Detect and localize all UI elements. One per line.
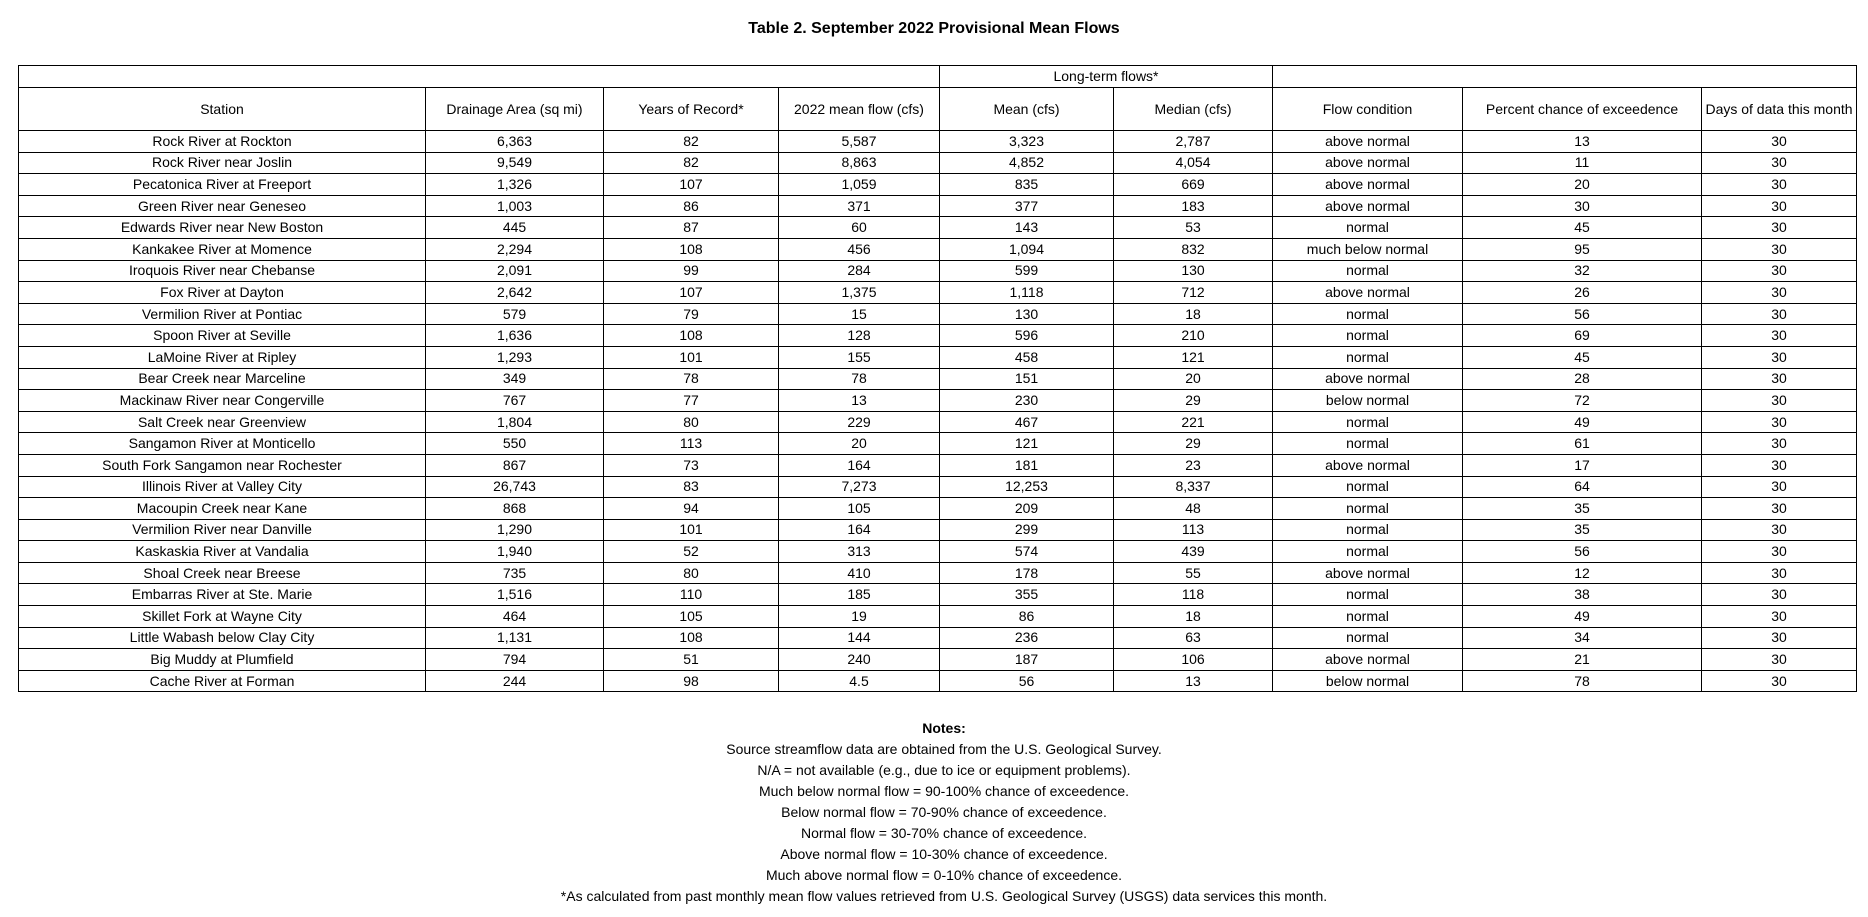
table-cell: 313 <box>779 541 940 563</box>
table-cell: 61 <box>1463 433 1702 455</box>
table-cell: 210 <box>1114 325 1273 347</box>
table-cell: 596 <box>940 325 1114 347</box>
table-cell: 30 <box>1702 606 1857 628</box>
table-row <box>19 282 1857 304</box>
table-row <box>19 411 1857 433</box>
table-row <box>19 238 1857 260</box>
table-row <box>19 498 1857 520</box>
table-cell: Pecatonica River at Freeport <box>19 174 426 196</box>
table-cell: 130 <box>940 303 1114 325</box>
table-cell: 15 <box>779 303 940 325</box>
table-cell: 13 <box>1463 131 1702 153</box>
table-cell: 579 <box>426 303 604 325</box>
table-cell: 1,326 <box>426 174 604 196</box>
table-cell: 155 <box>779 346 940 368</box>
table-cell: Green River near Geneseo <box>19 195 426 217</box>
table-cell: 349 <box>426 368 604 390</box>
note-line: Much above normal flow = 0-10% chance of exceedence. <box>765 867 1123 883</box>
note-line: *As calculated from past monthly mean flow values retrieved from U.S. Geological Survey (USGS) data services this month. <box>560 888 1328 904</box>
table-cell: 30 <box>1702 454 1857 476</box>
table-cell: 164 <box>779 519 940 541</box>
table-cell: 30 <box>1702 498 1857 520</box>
notes-heading: Notes: <box>922 720 966 736</box>
table-cell: 8,863 <box>779 152 940 174</box>
table-cell: 118 <box>1114 584 1273 606</box>
table-cell: 30 <box>1702 282 1857 304</box>
table-cell: 794 <box>426 649 604 671</box>
table-cell: normal <box>1273 627 1463 649</box>
table-cell: 151 <box>940 368 1114 390</box>
table-row <box>19 562 1857 584</box>
flows-table <box>18 65 1857 692</box>
table-cell: 767 <box>426 390 604 412</box>
table-cell: Mackinaw River near Congerville <box>19 390 426 412</box>
table-cell: 105 <box>779 498 940 520</box>
table-cell: 30 <box>1702 131 1857 153</box>
table-cell: 87 <box>604 217 779 239</box>
table-cell: 30 <box>1702 562 1857 584</box>
table-cell: 30 <box>1702 476 1857 498</box>
table-cell: 78 <box>1463 670 1702 692</box>
table-cell: 86 <box>604 195 779 217</box>
table-cell: 29 <box>1114 390 1273 412</box>
table-cell: 229 <box>779 411 940 433</box>
table-cell: 49 <box>1463 411 1702 433</box>
note-line: Source streamflow data are obtained from the U.S. Geological Survey. <box>726 741 1162 757</box>
table-cell: Little Wabash below Clay City <box>19 627 426 649</box>
table-cell: Sangamon River at Monticello <box>19 433 426 455</box>
table-cell: normal <box>1273 584 1463 606</box>
table-row <box>19 519 1857 541</box>
table-cell: 445 <box>426 217 604 239</box>
table-cell: above normal <box>1273 562 1463 584</box>
notes-lines <box>0 739 1868 907</box>
table-cell: 18 <box>1114 606 1273 628</box>
table-cell: Shoal Creek near Breese <box>19 562 426 584</box>
table-cell: Kaskaskia River at Vandalia <box>19 541 426 563</box>
table-cell: 30 <box>1702 670 1857 692</box>
table-cell: 52 <box>604 541 779 563</box>
table-cell: 101 <box>604 346 779 368</box>
table-cell: below normal <box>1273 390 1463 412</box>
table-cell: 209 <box>940 498 1114 520</box>
table-cell: Big Muddy at Plumfield <box>19 649 426 671</box>
table-cell: 21 <box>1463 649 1702 671</box>
table-cell: 32 <box>1463 260 1702 282</box>
table-row <box>19 195 1857 217</box>
table-cell: 130 <box>1114 260 1273 282</box>
table-cell: Skillet Fork at Wayne City <box>19 606 426 628</box>
table-cell: above normal <box>1273 195 1463 217</box>
table-cell: 1,131 <box>426 627 604 649</box>
table-cell: 56 <box>1463 303 1702 325</box>
table-cell: below normal <box>1273 670 1463 692</box>
table-cell: 82 <box>604 152 779 174</box>
table-cell: 1,293 <box>426 346 604 368</box>
note-line: Much below normal flow = 90-100% chance of exceedence. <box>758 783 1130 799</box>
table-cell: Kankakee River at Momence <box>19 238 426 260</box>
column-header: Mean (cfs) <box>940 88 1114 131</box>
table-row <box>19 649 1857 671</box>
table-cell: 867 <box>426 454 604 476</box>
table-cell: Vermilion River at Pontiac <box>19 303 426 325</box>
table-cell: 299 <box>940 519 1114 541</box>
table-cell: 28 <box>1463 368 1702 390</box>
column-header-row <box>19 88 1857 131</box>
table-cell: normal <box>1273 346 1463 368</box>
table-cell: 464 <box>426 606 604 628</box>
table-row <box>19 390 1857 412</box>
table-cell: 86 <box>940 606 1114 628</box>
table-row <box>19 627 1857 649</box>
table-cell: normal <box>1273 606 1463 628</box>
table-cell: 49 <box>1463 606 1702 628</box>
table-cell: 83 <box>604 476 779 498</box>
table-cell: normal <box>1273 498 1463 520</box>
note-line: N/A = not available (e.g., due to ice or equipment problems). <box>757 762 1131 778</box>
table-cell: Macoupin Creek near Kane <box>19 498 426 520</box>
table-cell: 20 <box>779 433 940 455</box>
table-cell: above normal <box>1273 152 1463 174</box>
table-cell: 101 <box>604 519 779 541</box>
table-cell: 735 <box>426 562 604 584</box>
table-cell: 143 <box>940 217 1114 239</box>
table-cell: 35 <box>1463 498 1702 520</box>
table-cell: 13 <box>1114 670 1273 692</box>
table-cell: normal <box>1273 303 1463 325</box>
table-cell: 48 <box>1114 498 1273 520</box>
column-header: Percent chance of exceedence <box>1463 88 1702 131</box>
table-cell: 868 <box>426 498 604 520</box>
table-cell: 95 <box>1463 238 1702 260</box>
column-header: Station <box>19 88 426 131</box>
table-cell: 30 <box>1702 174 1857 196</box>
table-cell: 78 <box>604 368 779 390</box>
table-cell: 1,290 <box>426 519 604 541</box>
table-cell: 1,118 <box>940 282 1114 304</box>
table-cell: 12,253 <box>940 476 1114 498</box>
table-cell: 73 <box>604 454 779 476</box>
table-row <box>19 152 1857 174</box>
table-cell: 26,743 <box>426 476 604 498</box>
table-cell: above normal <box>1273 368 1463 390</box>
table-cell: 30 <box>1702 390 1857 412</box>
table-cell: 19 <box>779 606 940 628</box>
blank-group-cell <box>1273 66 1857 88</box>
table-cell: 30 <box>1702 152 1857 174</box>
table-cell: 30 <box>1702 649 1857 671</box>
table-cell: 1,059 <box>779 174 940 196</box>
table-cell: 835 <box>940 174 1114 196</box>
table-cell: 35 <box>1463 519 1702 541</box>
table-cell: Rock River at Rockton <box>19 131 426 153</box>
table-row <box>19 670 1857 692</box>
table-cell: 187 <box>940 649 1114 671</box>
table-cell: 355 <box>940 584 1114 606</box>
table-cell: 30 <box>1702 368 1857 390</box>
table-cell: above normal <box>1273 174 1463 196</box>
table-cell: 113 <box>1114 519 1273 541</box>
table-cell: 51 <box>604 649 779 671</box>
table-row <box>19 346 1857 368</box>
table-cell: 240 <box>779 649 940 671</box>
table-cell: above normal <box>1273 454 1463 476</box>
table-cell: 2,642 <box>426 282 604 304</box>
table-row <box>19 476 1857 498</box>
table-cell: 599 <box>940 260 1114 282</box>
table-cell: 79 <box>604 303 779 325</box>
table-cell: 4,054 <box>1114 152 1273 174</box>
table-cell: 60 <box>779 217 940 239</box>
table-cell: 110 <box>604 584 779 606</box>
table-cell: 1,094 <box>940 238 1114 260</box>
table-cell: 26 <box>1463 282 1702 304</box>
table-cell: 832 <box>1114 238 1273 260</box>
table-cell: 107 <box>604 174 779 196</box>
table-cell: 377 <box>940 195 1114 217</box>
table-cell: 30 <box>1702 325 1857 347</box>
table-cell: 1,636 <box>426 325 604 347</box>
table-cell: 53 <box>1114 217 1273 239</box>
table-cell: 30 <box>1702 238 1857 260</box>
table-cell: 98 <box>604 670 779 692</box>
table-cell: 30 <box>1702 541 1857 563</box>
table-cell: South Fork Sangamon near Rochester <box>19 454 426 476</box>
table-cell: 121 <box>940 433 1114 455</box>
table-cell: 30 <box>1702 627 1857 649</box>
table-cell: Edwards River near New Boston <box>19 217 426 239</box>
table-cell: 244 <box>426 670 604 692</box>
table-cell: 183 <box>1114 195 1273 217</box>
table-cell: Iroquois River near Chebanse <box>19 260 426 282</box>
table-row <box>19 303 1857 325</box>
table-cell: 63 <box>1114 627 1273 649</box>
table-cell: 1,940 <box>426 541 604 563</box>
table-row <box>19 454 1857 476</box>
table-cell: 178 <box>940 562 1114 584</box>
table-cell: Fox River at Dayton <box>19 282 426 304</box>
note-line: Normal flow = 30-70% chance of exceedence. <box>801 825 1087 841</box>
table-cell: 69 <box>1463 325 1702 347</box>
table-cell: 2,787 <box>1114 131 1273 153</box>
table-cell: 30 <box>1702 303 1857 325</box>
table-cell: 4.5 <box>779 670 940 692</box>
table-row <box>19 131 1857 153</box>
table-cell: 1,375 <box>779 282 940 304</box>
table-row <box>19 606 1857 628</box>
table-cell: 30 <box>1702 519 1857 541</box>
table-cell: 458 <box>940 346 1114 368</box>
table-cell: 13 <box>779 390 940 412</box>
table-cell: 64 <box>1463 476 1702 498</box>
table-cell: 5,587 <box>779 131 940 153</box>
table-cell: above normal <box>1273 282 1463 304</box>
table-cell: Spoon River at Seville <box>19 325 426 347</box>
table-cell: 456 <box>779 238 940 260</box>
table-cell: 9,549 <box>426 152 604 174</box>
column-header: Drainage Area (sq mi) <box>426 88 604 131</box>
table-cell: 56 <box>940 670 1114 692</box>
table-row <box>19 325 1857 347</box>
table-cell: 34 <box>1463 627 1702 649</box>
column-header: Days of data this month <box>1702 88 1857 131</box>
column-header: Flow condition <box>1273 88 1463 131</box>
table-cell: 80 <box>604 562 779 584</box>
table-cell: 30 <box>1702 195 1857 217</box>
table-cell: 72 <box>1463 390 1702 412</box>
column-header: Median (cfs) <box>1114 88 1273 131</box>
table-cell: 30 <box>1463 195 1702 217</box>
table-cell: 669 <box>1114 174 1273 196</box>
table-cell: LaMoine River at Ripley <box>19 346 426 368</box>
table-cell: 80 <box>604 411 779 433</box>
table-cell: normal <box>1273 411 1463 433</box>
table-body <box>19 131 1857 692</box>
table-cell: 17 <box>1463 454 1702 476</box>
table-cell: above normal <box>1273 131 1463 153</box>
table-cell: 107 <box>604 282 779 304</box>
table-cell: 55 <box>1114 562 1273 584</box>
table-cell: 20 <box>1114 368 1273 390</box>
table-cell: 77 <box>604 390 779 412</box>
column-header: Years of Record* <box>604 88 779 131</box>
table-cell: 56 <box>1463 541 1702 563</box>
table-cell: 23 <box>1114 454 1273 476</box>
table-row <box>19 584 1857 606</box>
table-cell: 30 <box>1702 346 1857 368</box>
table-cell: 128 <box>779 325 940 347</box>
table-cell: above normal <box>1273 649 1463 671</box>
table-cell: 30 <box>1702 217 1857 239</box>
table-cell: 82 <box>604 131 779 153</box>
table-row <box>19 174 1857 196</box>
table-cell: 108 <box>604 627 779 649</box>
table-cell: 99 <box>604 260 779 282</box>
table-cell: 108 <box>604 325 779 347</box>
table-cell: 18 <box>1114 303 1273 325</box>
table-cell: 712 <box>1114 282 1273 304</box>
table-cell: normal <box>1273 519 1463 541</box>
table-cell: 439 <box>1114 541 1273 563</box>
column-header: 2022 mean flow (cfs) <box>779 88 940 131</box>
note-line: Below normal flow = 70-90% chance of exceedence. <box>781 804 1107 820</box>
table-cell: 12 <box>1463 562 1702 584</box>
table-row <box>19 433 1857 455</box>
table-cell: 371 <box>779 195 940 217</box>
table-cell: 45 <box>1463 346 1702 368</box>
table-cell: 6,363 <box>426 131 604 153</box>
table-cell: 164 <box>779 454 940 476</box>
table-cell: 1,003 <box>426 195 604 217</box>
table-cell: 29 <box>1114 433 1273 455</box>
table-row <box>19 368 1857 390</box>
note-line: Above normal flow = 10-30% chance of exceedence. <box>780 846 1108 862</box>
table-cell: normal <box>1273 325 1463 347</box>
table-cell: Salt Creek near Greenview <box>19 411 426 433</box>
table-cell: 4,852 <box>940 152 1114 174</box>
table-cell: 94 <box>604 498 779 520</box>
group-header-row <box>19 66 1857 88</box>
table-cell: 230 <box>940 390 1114 412</box>
table-cell: normal <box>1273 541 1463 563</box>
table-cell: 236 <box>940 627 1114 649</box>
table-cell: Rock River near Joslin <box>19 152 426 174</box>
table-cell: 121 <box>1114 346 1273 368</box>
table-cell: 185 <box>779 584 940 606</box>
table-cell: 105 <box>604 606 779 628</box>
table-cell: 1,516 <box>426 584 604 606</box>
table-cell: normal <box>1273 217 1463 239</box>
table-cell: normal <box>1273 260 1463 282</box>
table-cell: 1,804 <box>426 411 604 433</box>
table-cell: 7,273 <box>779 476 940 498</box>
table-cell: Cache River at Forman <box>19 670 426 692</box>
table-cell: 45 <box>1463 217 1702 239</box>
table-cell: normal <box>1273 476 1463 498</box>
table-cell: 8,337 <box>1114 476 1273 498</box>
table-cell: Embarras River at Ste. Marie <box>19 584 426 606</box>
table-cell: 108 <box>604 238 779 260</box>
table-cell: 30 <box>1702 584 1857 606</box>
blank-group-cell <box>19 66 940 88</box>
table-cell: 3,323 <box>940 131 1114 153</box>
table-cell: Vermilion River near Danville <box>19 519 426 541</box>
table-cell: 30 <box>1702 411 1857 433</box>
table-cell: 284 <box>779 260 940 282</box>
long-term-flows-header: Long-term flows* <box>940 66 1273 88</box>
table-cell: 11 <box>1463 152 1702 174</box>
table-cell: 467 <box>940 411 1114 433</box>
table-row <box>19 260 1857 282</box>
table-cell: 144 <box>779 627 940 649</box>
table-cell: 20 <box>1463 174 1702 196</box>
table-cell: 2,091 <box>426 260 604 282</box>
notes <box>0 718 1868 907</box>
table-cell: 113 <box>604 433 779 455</box>
table-cell: much below normal <box>1273 238 1463 260</box>
table-cell: normal <box>1273 433 1463 455</box>
table-cell: Bear Creek near Marceline <box>19 368 426 390</box>
table-cell: 550 <box>426 433 604 455</box>
table-cell: 38 <box>1463 584 1702 606</box>
table-cell: 30 <box>1702 433 1857 455</box>
table-row <box>19 217 1857 239</box>
table-row <box>19 541 1857 563</box>
table-cell: 574 <box>940 541 1114 563</box>
table-title: Table 2. September 2022 Provisional Mean Flows <box>748 20 1120 37</box>
table-cell: 181 <box>940 454 1114 476</box>
table-cell: 78 <box>779 368 940 390</box>
table-cell: 221 <box>1114 411 1273 433</box>
table-cell: 106 <box>1114 649 1273 671</box>
table-cell: Illinois River at Valley City <box>19 476 426 498</box>
table-cell: 2,294 <box>426 238 604 260</box>
table-cell: 30 <box>1702 260 1857 282</box>
table-cell: 410 <box>779 562 940 584</box>
